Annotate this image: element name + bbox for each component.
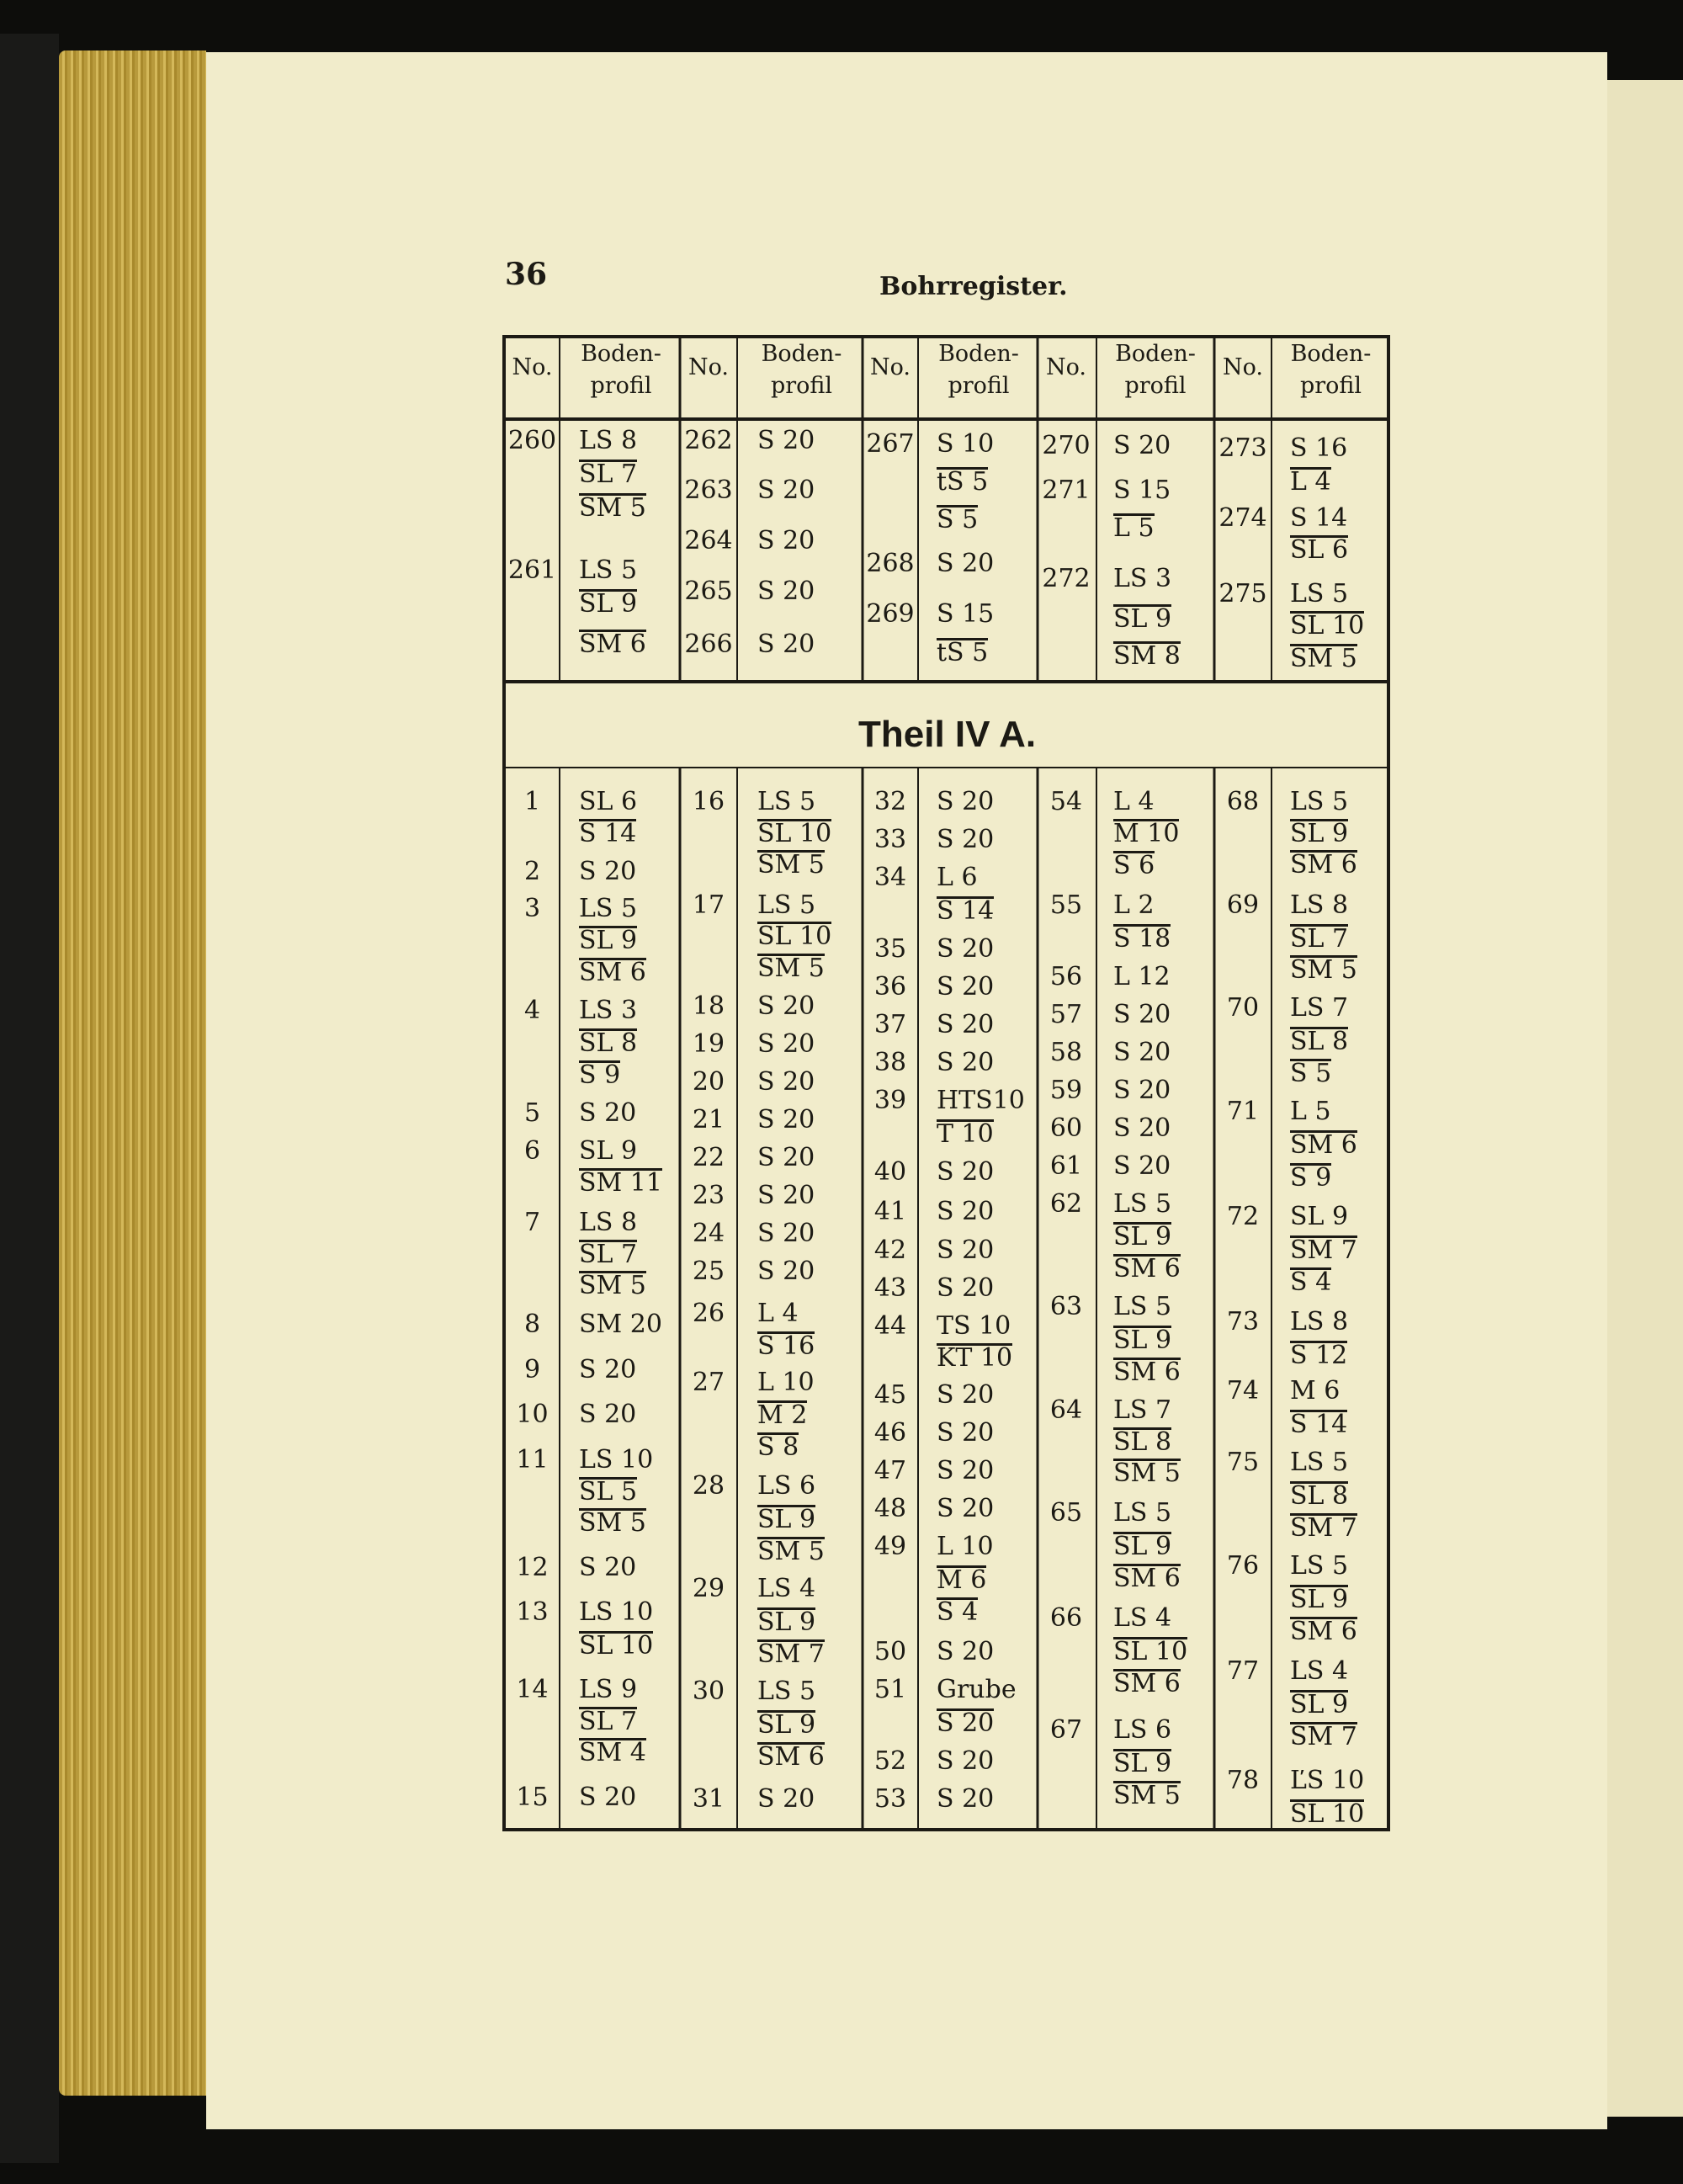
soil-profile-layer: SL 9 bbox=[757, 1607, 816, 1637]
boring-number: 61 bbox=[1049, 1151, 1083, 1181]
soil-profile-layer: S 20 bbox=[757, 630, 815, 659]
soil-profile-layer: SL 9 bbox=[1113, 1222, 1172, 1251]
boring-number: 29 bbox=[692, 1574, 725, 1603]
soil-profile-layer: SL 10 bbox=[1113, 1637, 1188, 1666]
soil-profile-layer: SL 9 bbox=[579, 1136, 638, 1166]
soil-profile-layer: SM 5 bbox=[1290, 955, 1357, 985]
soil-profile-layer: TS 10 bbox=[937, 1311, 1011, 1341]
soil-profile-layer: SM 7 bbox=[757, 1639, 825, 1669]
soil-profile-layer: L 4 bbox=[757, 1299, 799, 1328]
boring-number: 4 bbox=[523, 996, 541, 1025]
boring-number: 42 bbox=[873, 1235, 907, 1265]
soil-profile-layer: LS 6 bbox=[757, 1471, 816, 1501]
boring-number: 24 bbox=[692, 1219, 725, 1248]
boring-number: 50 bbox=[873, 1637, 907, 1666]
soil-profile-layer: S 15 bbox=[1113, 476, 1171, 505]
soil-profile-layer: S 20 bbox=[937, 934, 995, 964]
soil-profile-layer: S 20 bbox=[937, 1784, 995, 1814]
boring-number: 46 bbox=[873, 1418, 907, 1448]
boring-number: 27 bbox=[692, 1368, 725, 1397]
soil-profile-layer: S 20 bbox=[579, 1400, 637, 1429]
soil-profile-layer: S 20 bbox=[1113, 1076, 1171, 1105]
soil-profile-layer: SM 5 bbox=[1113, 1459, 1181, 1488]
boring-number: 271 bbox=[1042, 476, 1091, 505]
soil-profile-layer: LS 8 bbox=[1290, 1307, 1349, 1336]
column-header-no: No. bbox=[1223, 354, 1263, 380]
soil-profile-layer: SM 4 bbox=[579, 1738, 646, 1767]
soil-profile-layer: S 20 bbox=[937, 1380, 995, 1410]
boring-number: 55 bbox=[1049, 890, 1083, 920]
boring-number: 62 bbox=[1049, 1189, 1083, 1219]
soil-profile-layer: T 10 bbox=[937, 1119, 994, 1149]
boring-number: 269 bbox=[866, 599, 915, 629]
soil-profile-layer: LS 5 bbox=[757, 890, 816, 920]
soil-profile-layer: SL 8 bbox=[579, 1028, 638, 1058]
soil-profile-layer: S 20 bbox=[579, 1355, 637, 1384]
soil-profile-layer: S 20 bbox=[937, 1708, 995, 1738]
soil-profile-layer: SM 5 bbox=[757, 1537, 825, 1566]
section-title: Theil IV A. bbox=[858, 714, 1037, 755]
soil-profile-layer: L 5 bbox=[1290, 1097, 1331, 1126]
soil-profile-layer: S 16 bbox=[1290, 433, 1348, 463]
soil-profile-layer: LS 4 bbox=[1290, 1656, 1349, 1686]
soil-profile-layer: S 9 bbox=[579, 1060, 621, 1090]
boring-number: 45 bbox=[873, 1380, 907, 1410]
soil-profile-layer: SL 9 bbox=[757, 1505, 816, 1534]
soil-profile-layer: Grube bbox=[937, 1675, 1017, 1704]
soil-profile-layer: SL 7 bbox=[579, 1707, 638, 1736]
boring-number: 36 bbox=[873, 972, 907, 1002]
soil-profile-layer: SM 6 bbox=[1113, 1254, 1181, 1283]
boring-number: 12 bbox=[516, 1553, 549, 1582]
soil-profile-layer: SL 8 bbox=[1290, 1027, 1349, 1056]
soil-profile-layer: S 4 bbox=[1290, 1267, 1332, 1297]
soil-profile-layer: S 20 bbox=[937, 1456, 995, 1485]
soil-profile-layer: S 20 bbox=[937, 1494, 995, 1523]
boring-number: 74 bbox=[1226, 1376, 1260, 1406]
boring-number: 33 bbox=[873, 825, 907, 854]
soil-profile-layer: SL 9 bbox=[1113, 1326, 1172, 1355]
boring-number: 268 bbox=[866, 549, 915, 578]
soil-profile-layer: LS 4 bbox=[757, 1574, 816, 1603]
boring-number: 34 bbox=[873, 863, 907, 892]
boring-number: 21 bbox=[692, 1105, 725, 1135]
boring-number: 73 bbox=[1226, 1307, 1260, 1336]
boring-number: 260 bbox=[507, 426, 557, 455]
soil-profile-layer: SL 7 bbox=[579, 1240, 638, 1269]
column-header-bodenprofil: Boden- profil bbox=[581, 341, 661, 399]
boring-number: 75 bbox=[1226, 1448, 1260, 1477]
soil-profile-layer: S 8 bbox=[757, 1432, 799, 1462]
soil-profile-layer: S 20 bbox=[1113, 431, 1171, 460]
soil-profile-layer: SM 6 bbox=[1290, 1130, 1357, 1160]
boring-number: 72 bbox=[1226, 1202, 1260, 1231]
boring-number: 14 bbox=[516, 1675, 549, 1704]
soil-profile-layer: L 10 bbox=[937, 1532, 994, 1561]
boring-number: 261 bbox=[507, 555, 557, 585]
soil-profile-layer: SM 7 bbox=[1290, 1235, 1357, 1265]
soil-profile-layer: SM 5 bbox=[579, 1508, 646, 1538]
soil-profile-layer: S 20 bbox=[937, 1048, 995, 1077]
soil-profile-layer: LS 5 bbox=[1290, 579, 1349, 608]
boring-number: 32 bbox=[873, 787, 907, 816]
soil-profile-layer: S 20 bbox=[937, 1418, 995, 1448]
boring-number: 9 bbox=[523, 1355, 541, 1384]
soil-profile-layer: SL 9 bbox=[1113, 604, 1172, 634]
boring-number: 273 bbox=[1218, 433, 1267, 463]
boring-number: 262 bbox=[684, 426, 733, 455]
boring-number: 1 bbox=[523, 787, 541, 816]
page-number: 36 bbox=[505, 257, 548, 292]
soil-profile-layer: SM 6 bbox=[757, 1742, 825, 1772]
soil-profile-layer: S 20 bbox=[757, 577, 815, 606]
soil-profile-layer: SM 6 bbox=[1113, 1669, 1181, 1698]
boring-number: 22 bbox=[692, 1143, 725, 1172]
boring-number: 5 bbox=[523, 1098, 541, 1128]
soil-profile-layer: LS 5 bbox=[757, 1677, 816, 1706]
boring-number: 38 bbox=[873, 1048, 907, 1077]
soil-profile-layer: S 20 bbox=[1113, 1113, 1171, 1143]
soil-profile-layer: LS 5 bbox=[757, 787, 816, 816]
soil-profile-layer: SL 7 bbox=[579, 460, 638, 489]
soil-profile-layer: S 20 bbox=[579, 1098, 637, 1128]
boring-number: 56 bbox=[1049, 962, 1083, 991]
boring-number: 266 bbox=[684, 630, 733, 659]
boring-number: 47 bbox=[873, 1456, 907, 1485]
soil-profile-layer: L 4 bbox=[1290, 467, 1331, 497]
soil-profile-layer: SM 8 bbox=[1113, 641, 1181, 671]
boring-number: 60 bbox=[1049, 1113, 1083, 1143]
soil-profile-layer: S 20 bbox=[579, 857, 637, 886]
boring-number: 13 bbox=[516, 1597, 549, 1627]
boring-number: 77 bbox=[1226, 1656, 1260, 1686]
soil-profile-layer: LS 7 bbox=[1290, 993, 1349, 1023]
soil-profile-layer: S 20 bbox=[937, 1235, 995, 1265]
soil-profile-layer: M 10 bbox=[1113, 819, 1180, 848]
soil-profile-layer: SL 7 bbox=[1290, 924, 1349, 954]
soil-profile-layer: LS 10 bbox=[579, 1445, 654, 1475]
soil-profile-layer: S 20 bbox=[937, 1637, 995, 1666]
soil-profile-layer: tS 5 bbox=[937, 467, 989, 497]
soil-profile-layer: SL 9 bbox=[1290, 1585, 1349, 1614]
boring-number: 265 bbox=[684, 577, 733, 606]
boring-number: 26 bbox=[692, 1299, 725, 1328]
boring-number: 69 bbox=[1226, 890, 1260, 920]
soil-profile-layer: LS 5 bbox=[1290, 1551, 1349, 1581]
boring-number: 64 bbox=[1049, 1395, 1083, 1425]
soil-profile-layer: SM 6 bbox=[1290, 850, 1357, 879]
soil-profile-layer: LS 5 bbox=[1290, 1448, 1349, 1477]
boring-number: 54 bbox=[1049, 787, 1083, 816]
boring-number: 7 bbox=[523, 1208, 541, 1237]
soil-profile-layer: SM 5 bbox=[757, 954, 825, 983]
soil-profile-layer: L 10 bbox=[757, 1368, 815, 1397]
boring-number: 275 bbox=[1218, 579, 1267, 608]
soil-profile-layer: LS 7 bbox=[1113, 1395, 1172, 1425]
soil-profile-layer: LS 5 bbox=[1113, 1498, 1172, 1528]
soil-profile-layer: SM 5 bbox=[579, 493, 646, 523]
column-header-bodenprofil: Boden- profil bbox=[938, 341, 1019, 399]
soil-profile-layer: SL 9 bbox=[1290, 819, 1349, 848]
soil-profile-layer: SL 10 bbox=[1290, 1799, 1365, 1829]
boring-number: 8 bbox=[523, 1310, 541, 1339]
boring-number: 51 bbox=[873, 1675, 907, 1704]
soil-profile-layer: LS 4 bbox=[1113, 1603, 1172, 1633]
soil-profile-layer: LS 8 bbox=[1290, 890, 1349, 920]
soil-profile-layer: LS 10 bbox=[579, 1597, 654, 1627]
soil-profile-layer: S 20 bbox=[757, 526, 815, 555]
soil-profile-layer: S 5 bbox=[937, 505, 979, 534]
boring-number: 52 bbox=[873, 1746, 907, 1776]
boring-number: 30 bbox=[692, 1677, 725, 1706]
soil-profile-layer: SM 6 bbox=[579, 630, 646, 659]
soil-profile-layer: SL 9 bbox=[757, 1710, 816, 1740]
boring-number: 68 bbox=[1226, 787, 1260, 816]
boring-number: 66 bbox=[1049, 1603, 1083, 1633]
soil-profile-layer: SL 10 bbox=[1290, 611, 1365, 640]
soil-profile-layer: SM 6 bbox=[1290, 1617, 1357, 1646]
soil-profile-layer: L 2 bbox=[1113, 890, 1155, 920]
boring-number: 25 bbox=[692, 1257, 725, 1286]
boring-number: 267 bbox=[866, 429, 915, 459]
soil-profile-layer: SM 5 bbox=[1290, 644, 1357, 673]
boring-number: 272 bbox=[1042, 564, 1091, 593]
soil-profile-layer: S 16 bbox=[757, 1331, 815, 1361]
soil-profile-layer: S 20 bbox=[937, 1746, 995, 1776]
soil-profile-layer: S 20 bbox=[937, 825, 995, 854]
boring-number: 19 bbox=[692, 1029, 725, 1059]
soil-profile-layer: S 20 bbox=[757, 1067, 815, 1097]
boring-number: 53 bbox=[873, 1784, 907, 1814]
soil-profile-layer: S 15 bbox=[937, 599, 995, 629]
soil-profile-layer: L 4 bbox=[1113, 787, 1155, 816]
soil-profile-layer: S 20 bbox=[1113, 1000, 1171, 1029]
boring-number: 43 bbox=[873, 1273, 907, 1303]
boring-number: 16 bbox=[692, 787, 725, 816]
column-header-bodenprofil: Boden- profil bbox=[761, 341, 842, 399]
soil-profile-layer: SL 9 bbox=[1290, 1690, 1349, 1719]
boring-number: 76 bbox=[1226, 1551, 1260, 1581]
column-header-no: No. bbox=[512, 354, 553, 380]
soil-profile-layer: SL 6 bbox=[1290, 535, 1349, 565]
soil-profile-layer: S 20 bbox=[937, 787, 995, 816]
soil-profile-layer: S 20 bbox=[757, 1143, 815, 1172]
soil-profile-layer: LS 5 bbox=[579, 894, 638, 923]
boring-number: 11 bbox=[516, 1445, 549, 1475]
soil-profile-layer: SM 6 bbox=[1113, 1358, 1181, 1387]
soil-profile-layer: SL 9 bbox=[579, 589, 638, 619]
boring-number: 31 bbox=[692, 1784, 725, 1814]
soil-profile-layer: SM 7 bbox=[1290, 1513, 1357, 1543]
soil-profile-layer: S 14 bbox=[1290, 503, 1348, 533]
soil-profile-layer: M 6 bbox=[937, 1565, 987, 1595]
soil-profile-layer: SL 8 bbox=[1113, 1427, 1172, 1457]
soil-profile-layer: S 20 bbox=[757, 991, 815, 1021]
soil-profile-layer: S 20 bbox=[757, 426, 815, 455]
soil-profile-layer: S 10 bbox=[937, 429, 995, 459]
boring-number: 20 bbox=[692, 1067, 725, 1097]
soil-profile-layer: SL 9 bbox=[1113, 1749, 1172, 1778]
soil-profile-layer: LS 5 bbox=[579, 555, 638, 585]
soil-profile-layer: SL 9 bbox=[1290, 1202, 1349, 1231]
soil-profile-layer: SM 7 bbox=[1290, 1722, 1357, 1751]
soil-profile-layer: S 20 bbox=[579, 1783, 637, 1812]
soil-profile-layer: SL 10 bbox=[757, 922, 832, 951]
soil-profile-layer: M 6 bbox=[1290, 1376, 1341, 1406]
soil-profile-layer: S 4 bbox=[937, 1597, 979, 1627]
boring-number: 35 bbox=[873, 934, 907, 964]
soil-profile-layer: S 20 bbox=[757, 1181, 815, 1210]
soil-profile-layer: SM 5 bbox=[579, 1271, 646, 1300]
soil-profile-layer: SL 10 bbox=[757, 819, 832, 848]
soil-profile-layer: S 18 bbox=[1113, 924, 1171, 954]
soil-profile-layer: ĽS 10 bbox=[1290, 1766, 1365, 1795]
boring-number: 10 bbox=[516, 1400, 549, 1429]
soil-profile-layer: LS 8 bbox=[579, 1208, 638, 1237]
boring-number: 63 bbox=[1049, 1292, 1083, 1321]
soil-profile-layer: LS 9 bbox=[579, 1675, 638, 1704]
column-header-bodenprofil: Boden- profil bbox=[1290, 341, 1372, 399]
boring-number: 23 bbox=[692, 1181, 725, 1210]
soil-profile-layer: LS 6 bbox=[1113, 1715, 1172, 1745]
soil-profile-layer: S 20 bbox=[1113, 1151, 1171, 1181]
soil-profile-layer: SL 5 bbox=[579, 1477, 638, 1506]
soil-profile-layer: SL 10 bbox=[579, 1631, 654, 1661]
soil-profile-layer: S 20 bbox=[757, 1784, 815, 1814]
soil-profile-layer: S 20 bbox=[757, 476, 815, 505]
soil-profile-layer: S 20 bbox=[757, 1029, 815, 1059]
soil-profile-layer: SM 11 bbox=[579, 1168, 662, 1198]
column-header-no: No. bbox=[870, 354, 911, 380]
soil-profile-layer: S 20 bbox=[579, 1553, 637, 1582]
soil-profile-layer: SM 20 bbox=[579, 1310, 662, 1339]
soil-profile-layer: S 20 bbox=[757, 1105, 815, 1135]
soil-profile-layer: S 20 bbox=[1113, 1038, 1171, 1067]
column-header-no: No. bbox=[1046, 354, 1086, 380]
soil-profile-layer: S 14 bbox=[937, 896, 995, 926]
soil-profile-layer: S 20 bbox=[937, 1273, 995, 1303]
soil-profile-layer: S 20 bbox=[757, 1257, 815, 1286]
soil-profile-layer: M 2 bbox=[757, 1400, 808, 1430]
soil-profile-layer: LS 8 bbox=[579, 426, 638, 455]
soil-profile-layer: HTS10 bbox=[937, 1086, 1025, 1115]
soil-profile-layer: SM 6 bbox=[579, 958, 646, 987]
soil-profile-layer: S 5 bbox=[1290, 1059, 1332, 1088]
soil-profile-layer: S 20 bbox=[937, 1157, 995, 1187]
soil-profile-layer: S 6 bbox=[1113, 851, 1155, 880]
boring-number: 274 bbox=[1218, 503, 1267, 533]
boring-number: 263 bbox=[684, 476, 733, 505]
boring-number: 2 bbox=[523, 857, 541, 886]
boring-number: 59 bbox=[1049, 1076, 1083, 1105]
soil-profile-layer: LS 3 bbox=[579, 996, 638, 1025]
boring-number: 78 bbox=[1226, 1766, 1260, 1795]
boring-number: 48 bbox=[873, 1494, 907, 1523]
boring-number: 18 bbox=[692, 991, 725, 1021]
boring-number: 15 bbox=[516, 1783, 549, 1812]
boring-number: 39 bbox=[873, 1086, 907, 1115]
soil-profile-layer: LS 5 bbox=[1113, 1189, 1172, 1219]
boring-number: 58 bbox=[1049, 1038, 1083, 1067]
soil-profile-layer: SM 6 bbox=[1113, 1564, 1181, 1593]
boring-number: 71 bbox=[1226, 1097, 1260, 1126]
soil-profile-layer: S 14 bbox=[1290, 1410, 1348, 1439]
boring-number: 41 bbox=[873, 1197, 907, 1226]
boring-number: 6 bbox=[523, 1136, 541, 1166]
soil-profile-layer: tS 5 bbox=[937, 638, 989, 667]
soil-profile-layer: L 6 bbox=[937, 863, 978, 892]
boring-number: 67 bbox=[1049, 1715, 1083, 1745]
boring-number: 40 bbox=[873, 1157, 907, 1187]
soil-profile-layer: LS 3 bbox=[1113, 564, 1172, 593]
soil-profile-layer: S 14 bbox=[579, 819, 637, 848]
soil-profile-layer: SL 6 bbox=[579, 787, 638, 816]
boring-number: 44 bbox=[873, 1311, 907, 1341]
soil-profile-layer: SM 5 bbox=[1113, 1781, 1181, 1810]
boring-number: 70 bbox=[1226, 993, 1260, 1023]
column-header-bodenprofil: Boden- profil bbox=[1115, 341, 1196, 399]
soil-profile-layer: L 12 bbox=[1113, 962, 1171, 991]
soil-profile-layer: S 20 bbox=[937, 1010, 995, 1039]
soil-profile-layer: LS 5 bbox=[1113, 1292, 1172, 1321]
boring-number: 37 bbox=[873, 1010, 907, 1039]
soil-profile-layer: LS 5 bbox=[1290, 787, 1349, 816]
soil-profile-layer: SL 9 bbox=[579, 926, 638, 955]
boring-number: 270 bbox=[1042, 431, 1091, 460]
column-header-no: No. bbox=[688, 354, 729, 380]
boring-number: 28 bbox=[692, 1471, 725, 1501]
soil-profile-layer: S 9 bbox=[1290, 1163, 1332, 1193]
boring-number: 3 bbox=[523, 894, 541, 923]
soil-profile-layer: SL 8 bbox=[1290, 1481, 1349, 1511]
soil-profile-layer: SL 9 bbox=[1113, 1532, 1172, 1561]
boring-number: 17 bbox=[692, 890, 725, 920]
soil-profile-layer: L 5 bbox=[1113, 513, 1155, 543]
soil-profile-layer: S 20 bbox=[757, 1219, 815, 1248]
soil-profile-layer: S 20 bbox=[937, 1197, 995, 1226]
boring-number: 65 bbox=[1049, 1498, 1083, 1528]
boring-number: 264 bbox=[684, 526, 733, 555]
soil-profile-layer: S 20 bbox=[937, 549, 995, 578]
soil-profile-layer: S 20 bbox=[937, 972, 995, 1002]
soil-profile-layer: KT 10 bbox=[937, 1343, 1013, 1373]
boring-number: 57 bbox=[1049, 1000, 1083, 1029]
running-head: Bohrregister. bbox=[879, 272, 1068, 301]
soil-profile-layer: S 12 bbox=[1290, 1341, 1348, 1370]
soil-profile-layer: SM 5 bbox=[757, 850, 825, 879]
boring-number: 49 bbox=[873, 1532, 907, 1561]
